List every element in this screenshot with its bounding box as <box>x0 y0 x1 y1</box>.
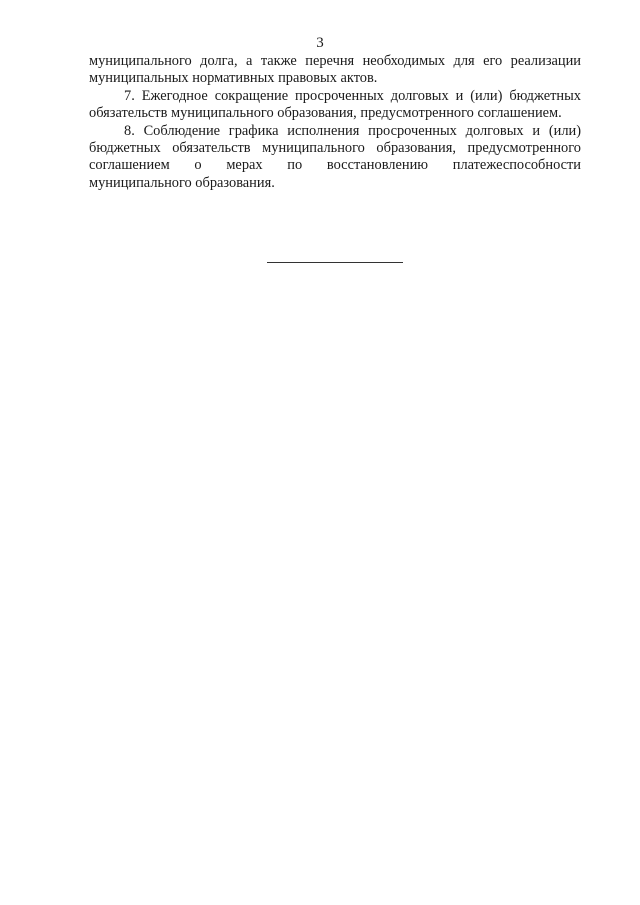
document-body <box>89 53 581 192</box>
paragraph-item-7: 7. Ежегодное сокращение просроченных долговых и (или) бюджетных обязательств муниципального образования, предусмотренного соглашением. <box>89 87 581 122</box>
paragraph-continuation: муниципального долга, а также перечня необходимых для его реализации муниципальных нормативных правовых актов. <box>89 53 581 87</box>
paragraph-item-8: 8. Соблюдение графика исполнения просроченных долговых и (или) бюджетных обязательств муниципального образования, предусмотренного соглашением о мерах по восстановлению платежеспособности муниципального образования. <box>89 122 581 191</box>
end-of-document-rule <box>267 262 403 263</box>
page-number: 3 <box>316 35 324 51</box>
